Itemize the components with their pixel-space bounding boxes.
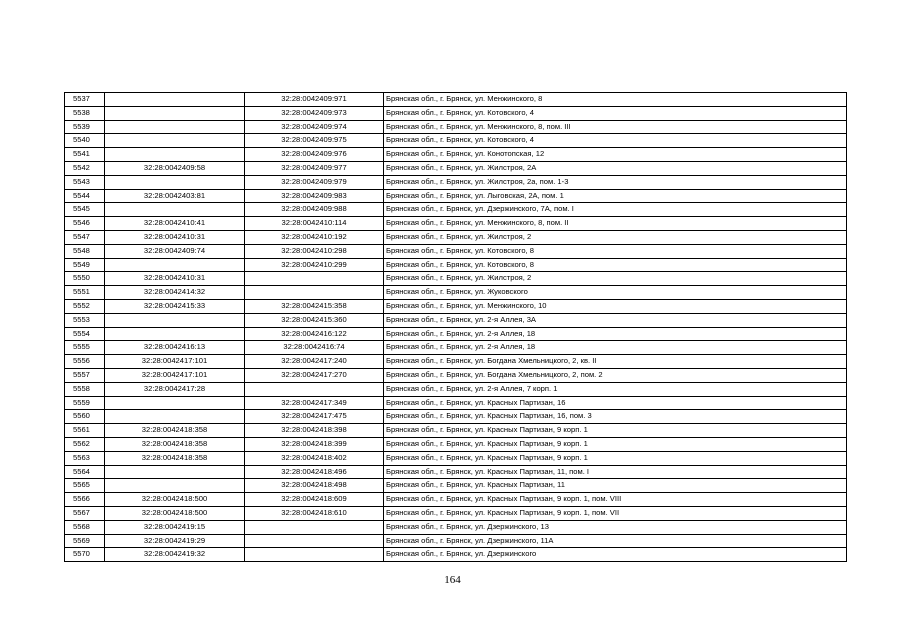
row-number-cell: 5540 xyxy=(65,134,105,148)
table-row xyxy=(65,396,847,410)
address-cell: Брянская обл., г. Брянск, ул. Лыговская, 2А, пом. 1 xyxy=(384,189,847,203)
row-number-cell: 5561 xyxy=(65,424,105,438)
address-cell: Брянская обл., г. Брянск, ул. Котовского, 4 xyxy=(384,106,847,120)
row-number-cell: 5554 xyxy=(65,327,105,341)
address-cell: Брянская обл., г. Брянск, ул. Красных Партизан, 9 корп. 1 xyxy=(384,437,847,451)
old-cadastral-number-cell: 32:28:0042409:58 xyxy=(105,161,245,175)
table-row xyxy=(65,479,847,493)
address-cell: Брянская обл., г. Брянск, ул. Красных Партизан, 9 корп. 1 xyxy=(384,451,847,465)
new-cadastral-number-cell xyxy=(245,520,384,534)
address-cell: Брянская обл., г. Брянск, ул. Красных Партизан, 9 корп. 1 xyxy=(384,424,847,438)
new-cadastral-number-cell: 32:28:0042417:270 xyxy=(245,368,384,382)
row-number-cell: 5565 xyxy=(65,479,105,493)
old-cadastral-number-cell: 32:28:0042418:358 xyxy=(105,424,245,438)
table-row xyxy=(65,437,847,451)
old-cadastral-number-cell: 32:28:0042418:500 xyxy=(105,506,245,520)
row-number-cell: 5553 xyxy=(65,313,105,327)
new-cadastral-number-cell: 32:28:0042409:988 xyxy=(245,203,384,217)
table-row xyxy=(65,230,847,244)
row-number-cell: 5557 xyxy=(65,368,105,382)
new-cadastral-number-cell: 32:28:0042418:402 xyxy=(245,451,384,465)
table-body xyxy=(65,93,847,562)
new-cadastral-number-cell: 32:28:0042409:973 xyxy=(245,106,384,120)
table-row xyxy=(65,341,847,355)
address-cell: Брянская обл., г. Брянск, ул. Богдана Хмельницкого, 2, кв. II xyxy=(384,355,847,369)
new-cadastral-number-cell: 32:28:0042410:114 xyxy=(245,217,384,231)
row-number-cell: 5547 xyxy=(65,230,105,244)
address-cell: Брянская обл., г. Брянск, ул. Дзержинского, 7А, пом. I xyxy=(384,203,847,217)
address-cell: Брянская обл., г. Брянск, ул. Жилстроя, 2а, пом. 1-3 xyxy=(384,175,847,189)
table-row xyxy=(65,161,847,175)
row-number-cell: 5552 xyxy=(65,299,105,313)
new-cadastral-number-cell xyxy=(245,272,384,286)
address-cell: Брянская обл., г. Брянск, ул. Красных Партизан, 11 xyxy=(384,479,847,493)
old-cadastral-number-cell: 32:28:0042417:101 xyxy=(105,355,245,369)
table-row xyxy=(65,534,847,548)
row-number-cell: 5545 xyxy=(65,203,105,217)
row-number-cell: 5543 xyxy=(65,175,105,189)
table-row xyxy=(65,148,847,162)
old-cadastral-number-cell xyxy=(105,203,245,217)
table-row xyxy=(65,258,847,272)
address-cell: Брянская обл., г. Брянск, ул. Красных Партизан, 11, пом. I xyxy=(384,465,847,479)
table-row xyxy=(65,382,847,396)
new-cadastral-number-cell: 32:28:0042409:983 xyxy=(245,189,384,203)
address-cell: Брянская обл., г. Брянск, ул. Менжинского, 8, пом. II xyxy=(384,217,847,231)
address-cell: Брянская обл., г. Брянск, ул. Красных Партизан, 16, пом. 3 xyxy=(384,410,847,424)
old-cadastral-number-cell xyxy=(105,410,245,424)
row-number-cell: 5548 xyxy=(65,244,105,258)
new-cadastral-number-cell: 32:28:0042409:974 xyxy=(245,120,384,134)
new-cadastral-number-cell: 32:28:0042418:610 xyxy=(245,506,384,520)
address-cell: Брянская обл., г. Брянск, ул. 2-я Аллея, 18 xyxy=(384,327,847,341)
new-cadastral-number-cell: 32:28:0042418:609 xyxy=(245,493,384,507)
new-cadastral-number-cell: 32:28:0042410:299 xyxy=(245,258,384,272)
old-cadastral-number-cell: 32:28:0042419:32 xyxy=(105,548,245,562)
new-cadastral-number-cell: 32:28:0042418:496 xyxy=(245,465,384,479)
old-cadastral-number-cell: 32:28:0042418:500 xyxy=(105,493,245,507)
old-cadastral-number-cell xyxy=(105,175,245,189)
row-number-cell: 5570 xyxy=(65,548,105,562)
row-number-cell: 5537 xyxy=(65,93,105,107)
new-cadastral-number-cell: 32:28:0042417:240 xyxy=(245,355,384,369)
old-cadastral-number-cell xyxy=(105,134,245,148)
table-row xyxy=(65,120,847,134)
new-cadastral-number-cell: 32:28:0042409:975 xyxy=(245,134,384,148)
table-row xyxy=(65,465,847,479)
old-cadastral-number-cell: 32:28:0042410:31 xyxy=(105,272,245,286)
row-number-cell: 5564 xyxy=(65,465,105,479)
address-cell: Брянская обл., г. Брянск, ул. Котовского, 8 xyxy=(384,258,847,272)
table-row xyxy=(65,106,847,120)
address-cell: Брянская обл., г. Брянск, ул. 2-я Аллея, 18 xyxy=(384,341,847,355)
new-cadastral-number-cell xyxy=(245,286,384,300)
old-cadastral-number-cell xyxy=(105,258,245,272)
address-cell: Брянская обл., г. Брянск, ул. Котовского, 4 xyxy=(384,134,847,148)
new-cadastral-number-cell: 32:28:0042416:74 xyxy=(245,341,384,355)
table-row xyxy=(65,272,847,286)
row-number-cell: 5569 xyxy=(65,534,105,548)
table-row xyxy=(65,355,847,369)
table-row xyxy=(65,286,847,300)
old-cadastral-number-cell: 32:28:0042419:29 xyxy=(105,534,245,548)
address-cell: Брянская обл., г. Брянск, ул. Котовского, 8 xyxy=(384,244,847,258)
address-cell: Брянская обл., г. Брянск, ул. Дзержинского xyxy=(384,548,847,562)
address-cell: Брянская обл., г. Брянск, ул. 2-я Аллея, 3А xyxy=(384,313,847,327)
table-row xyxy=(65,520,847,534)
address-cell: Брянская обл., г. Брянск, ул. Менжинского, 8, пом. III xyxy=(384,120,847,134)
table-row xyxy=(65,175,847,189)
old-cadastral-number-cell: 32:28:0042403:81 xyxy=(105,189,245,203)
row-number-cell: 5567 xyxy=(65,506,105,520)
old-cadastral-number-cell: 32:28:0042414:32 xyxy=(105,286,245,300)
address-cell: Брянская обл., г. Брянск, ул. Дзержинского, 13 xyxy=(384,520,847,534)
old-cadastral-number-cell: 32:28:0042418:358 xyxy=(105,451,245,465)
address-cell: Брянская обл., г. Брянск, ул. Жилстроя, 2 xyxy=(384,272,847,286)
new-cadastral-number-cell: 32:28:0042417:475 xyxy=(245,410,384,424)
address-cell: Брянская обл., г. Брянск, ул. Менжинского, 8 xyxy=(384,93,847,107)
address-cell: Брянская обл., г. Брянск, ул. Красных Партизан, 9 корп. 1, пом. VII xyxy=(384,506,847,520)
row-number-cell: 5538 xyxy=(65,106,105,120)
table-row xyxy=(65,93,847,107)
table-row xyxy=(65,327,847,341)
old-cadastral-number-cell xyxy=(105,479,245,493)
old-cadastral-number-cell: 32:28:0042419:15 xyxy=(105,520,245,534)
old-cadastral-number-cell xyxy=(105,120,245,134)
row-number-cell: 5563 xyxy=(65,451,105,465)
old-cadastral-number-cell: 32:28:0042409:74 xyxy=(105,244,245,258)
table-row xyxy=(65,189,847,203)
address-cell: Брянская обл., г. Брянск, ул. Красных Партизан, 9 корп. 1, пом. VIII xyxy=(384,493,847,507)
new-cadastral-number-cell xyxy=(245,382,384,396)
table-row xyxy=(65,244,847,258)
address-cell: Брянская обл., г. Брянск, ул. Дзержинского, 11А xyxy=(384,534,847,548)
row-number-cell: 5551 xyxy=(65,286,105,300)
old-cadastral-number-cell: 32:28:0042416:13 xyxy=(105,341,245,355)
row-number-cell: 5555 xyxy=(65,341,105,355)
new-cadastral-number-cell: 32:28:0042416:122 xyxy=(245,327,384,341)
new-cadastral-number-cell: 32:28:0042409:977 xyxy=(245,161,384,175)
new-cadastral-number-cell xyxy=(245,548,384,562)
new-cadastral-number-cell: 32:28:0042415:358 xyxy=(245,299,384,313)
new-cadastral-number-cell: 32:28:0042409:976 xyxy=(245,148,384,162)
address-cell: Брянская обл., г. Брянск, ул. Красных Партизан, 16 xyxy=(384,396,847,410)
old-cadastral-number-cell xyxy=(105,396,245,410)
old-cadastral-number-cell: 32:28:0042410:31 xyxy=(105,230,245,244)
page-number: 164 xyxy=(444,574,461,586)
new-cadastral-number-cell: 32:28:0042410:192 xyxy=(245,230,384,244)
row-number-cell: 5542 xyxy=(65,161,105,175)
row-number-cell: 5562 xyxy=(65,437,105,451)
row-number-cell: 5558 xyxy=(65,382,105,396)
new-cadastral-number-cell: 32:28:0042415:360 xyxy=(245,313,384,327)
row-number-cell: 5556 xyxy=(65,355,105,369)
table-row xyxy=(65,451,847,465)
table-row xyxy=(65,424,847,438)
address-cell: Брянская обл., г. Брянск, ул. Конотопская, 12 xyxy=(384,148,847,162)
old-cadastral-number-cell xyxy=(105,93,245,107)
new-cadastral-number-cell: 32:28:0042418:399 xyxy=(245,437,384,451)
table-row xyxy=(65,203,847,217)
address-cell: Брянская обл., г. Брянск, ул. Менжинского, 10 xyxy=(384,299,847,313)
old-cadastral-number-cell xyxy=(105,148,245,162)
row-number-cell: 5566 xyxy=(65,493,105,507)
old-cadastral-number-cell: 32:28:0042417:28 xyxy=(105,382,245,396)
row-number-cell: 5560 xyxy=(65,410,105,424)
row-number-cell: 5539 xyxy=(65,120,105,134)
new-cadastral-number-cell: 32:28:0042410:298 xyxy=(245,244,384,258)
table-row xyxy=(65,217,847,231)
old-cadastral-number-cell xyxy=(105,313,245,327)
address-cell: Брянская обл., г. Брянск, ул. Жилстроя, 2 xyxy=(384,230,847,244)
table-row xyxy=(65,548,847,562)
new-cadastral-number-cell: 32:28:0042417:349 xyxy=(245,396,384,410)
new-cadastral-number-cell: 32:28:0042418:398 xyxy=(245,424,384,438)
table-row xyxy=(65,134,847,148)
table-row xyxy=(65,410,847,424)
new-cadastral-number-cell: 32:28:0042409:979 xyxy=(245,175,384,189)
old-cadastral-number-cell xyxy=(105,327,245,341)
old-cadastral-number-cell: 32:28:0042417:101 xyxy=(105,368,245,382)
old-cadastral-number-cell: 32:28:0042415:33 xyxy=(105,299,245,313)
old-cadastral-number-cell xyxy=(105,465,245,479)
row-number-cell: 5546 xyxy=(65,217,105,231)
row-number-cell: 5544 xyxy=(65,189,105,203)
old-cadastral-number-cell xyxy=(105,106,245,120)
new-cadastral-number-cell: 32:28:0042409:971 xyxy=(245,93,384,107)
address-cell: Брянская обл., г. Брянск, ул. Богдана Хмельницкого, 2, пом. 2 xyxy=(384,368,847,382)
address-cell: Брянская обл., г. Брянск, ул. Жилстроя, 2А xyxy=(384,161,847,175)
table-row xyxy=(65,493,847,507)
row-number-cell: 5549 xyxy=(65,258,105,272)
table-row xyxy=(65,368,847,382)
table-row xyxy=(65,313,847,327)
cadastral-table xyxy=(64,92,847,562)
address-cell: Брянская обл., г. Брянск, ул. Жуковского xyxy=(384,286,847,300)
new-cadastral-number-cell: 32:28:0042418:498 xyxy=(245,479,384,493)
row-number-cell: 5541 xyxy=(65,148,105,162)
old-cadastral-number-cell: 32:28:0042418:358 xyxy=(105,437,245,451)
old-cadastral-number-cell: 32:28:0042410:41 xyxy=(105,217,245,231)
address-cell: Брянская обл., г. Брянск, ул. 2-я Аллея, 7 корп. 1 xyxy=(384,382,847,396)
table-row xyxy=(65,299,847,313)
new-cadastral-number-cell xyxy=(245,534,384,548)
row-number-cell: 5559 xyxy=(65,396,105,410)
row-number-cell: 5550 xyxy=(65,272,105,286)
table-row xyxy=(65,506,847,520)
row-number-cell: 5568 xyxy=(65,520,105,534)
